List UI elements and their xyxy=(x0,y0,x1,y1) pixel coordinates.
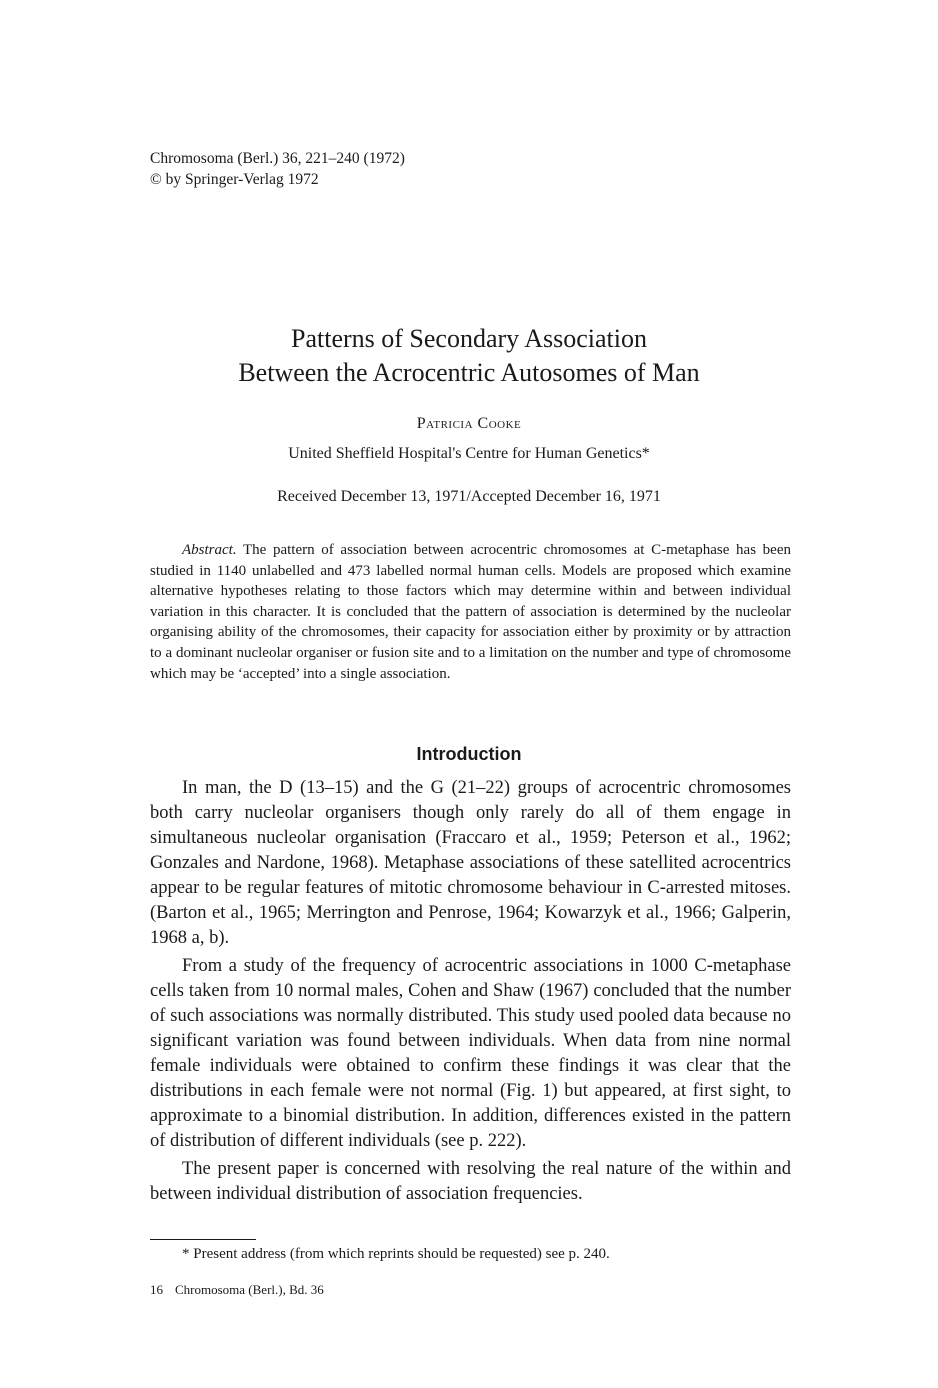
copyright-line: © by Springer-Verlag 1972 xyxy=(150,171,319,188)
paragraph: From a study of the frequency of acrocentric associations in 1000 C-metaphase cells taken from 10 normal males, Cohen and Shaw (1967) concluded that the number of such associations was normally distributed. This study used pooled data because no significant variation was found between individuals. When data from nine normal female individuals were obtained to confirm these findings it was clear that the distributions in each female were not normal (Fig. 1) but appeared, at first sight, to approximate to a binomial distribution. In addition, differences existed in the pattern of distribution of different individuals (see p. 222). xyxy=(150,956,791,1151)
article-title xyxy=(0,322,938,390)
title-line-2: Between the Acrocentric Autosomes of Man xyxy=(238,358,700,387)
paragraph: In man, the D (13–15) and the G (21–22) groups of acrocentric chromosomes both carry nucleolar organisers though only rarely do all of them engage in simultaneous nucleolar organisation (Fraccaro et al., 1959; Peterson et al., 1962; Gonzales and Nardone, 1968). Metaphase associations of these satellited acrocentrics appear to be regular features of mitotic chromosome behaviour in C-arrested mitoses. (Barton et al., 1965; Merrington and Penrose, 1964; Kowarzyk et al., 1966; Galperin, 1968 a, b). xyxy=(150,778,791,948)
signature-number: 16 xyxy=(150,1282,163,1297)
journal-header xyxy=(150,148,405,190)
section-heading-introduction: Introduction xyxy=(416,744,522,764)
author-name: Patricia Cooke xyxy=(416,415,522,432)
introduction-body xyxy=(150,776,791,1210)
abstract-label: Abstract. xyxy=(182,542,237,558)
title-line-1: Patterns of Secondary Association xyxy=(291,324,647,353)
received-dates: Received December 13, 1971/Accepted December 16, 1971 xyxy=(277,488,661,505)
abstract xyxy=(150,540,791,684)
author-affiliation: United Sheffield Hospital's Centre for Human Genetics* xyxy=(288,445,650,462)
journal-citation: Chromosoma (Berl.) 36, 221–240 (1972) xyxy=(150,150,405,167)
paragraph: The present paper is concerned with resolving the real nature of the within and between individual distribution of association frequencies. xyxy=(150,1159,791,1204)
abstract-text: The pattern of association between acrocentric chromosomes at C-metaphase has been studied in 1140 unlabelled and 473 labelled normal human cells. Models are proposed which examine alternative hypotheses relating to those factors which may determine within and between individual variation in this character. It is concluded that the pattern of association is determined by the nucleolar organising ability of the chromosomes, their capacity for association either by proximity or by attraction to a dominant nucleolar organiser or fusion site and to a limitation on the number and type of chromosome which may be ‘accepted’ into a single association. xyxy=(150,542,791,682)
page-footer xyxy=(150,1282,336,1298)
footnote: * Present address (from which reprints should be requested) see p. 240. xyxy=(182,1246,610,1262)
footnote-divider xyxy=(150,1239,256,1240)
footer-journal: Chromosoma (Berl.), Bd. 36 xyxy=(175,1282,324,1297)
